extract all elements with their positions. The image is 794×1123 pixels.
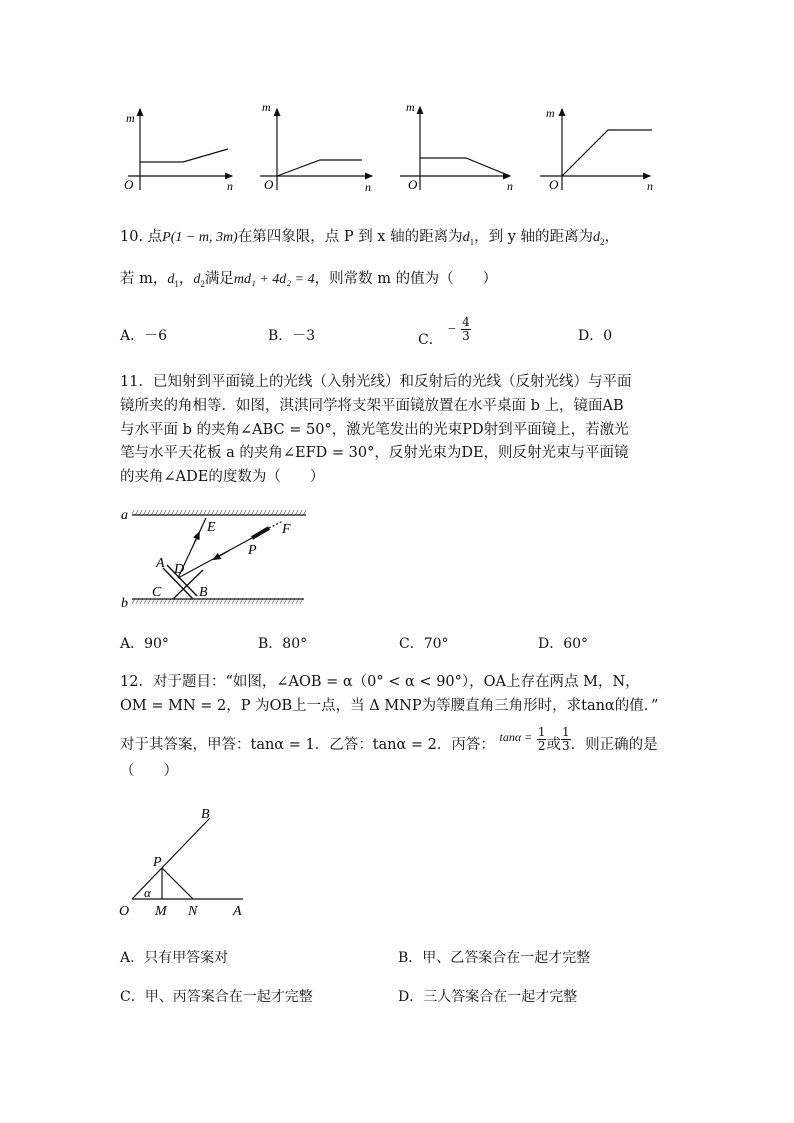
graph-3-origin: O <box>408 177 418 192</box>
fig12-label-M: M <box>155 904 167 919</box>
q11-line2: 镜所夹的角相等．如图，淇淇同学将支架平面镜放置在水平桌面 b 上，镜面AB <box>120 398 624 414</box>
q11-line5: 的夹角∠ADE的度数为（ ） <box>120 469 325 485</box>
q10-text-g: 满足 <box>204 271 234 287</box>
q11-option-a[interactable]: A．90° <box>120 636 169 652</box>
q11-option-c[interactable]: C．70° <box>399 636 449 652</box>
fig12-label-A: A <box>233 904 242 919</box>
q10-d1-repeat: $d_1$ <box>167 272 179 289</box>
graph-3-x-label: n <box>507 179 513 193</box>
graph-3 <box>400 100 513 193</box>
q10-line1 <box>120 226 619 253</box>
fig11-label-B: B <box>199 585 208 600</box>
q10-d1: $d_1$ <box>462 230 475 247</box>
q12-line4: （ ） <box>120 763 178 779</box>
graph-4-x-label: n <box>647 179 653 193</box>
fig12-label-O: O <box>119 904 130 919</box>
graph-4-y-label: m <box>546 106 555 120</box>
graph-3-y-label: m <box>406 100 415 114</box>
fig12-label-alpha: α <box>144 885 151 900</box>
q10-option-c-sign: − <box>447 322 457 337</box>
q12-fraction-1: $\frac{1}{2}$ <box>537 725 546 753</box>
q12-option-a[interactable]: A．只有甲答案对 <box>120 950 229 966</box>
q12-line3-end: ．则正确的是 <box>570 737 658 753</box>
q12-option-c[interactable]: C．甲、丙答案合在一起才完整 <box>120 989 313 1005</box>
answer-graphs-q9 <box>110 95 670 200</box>
q12-option-b[interactable]: B．甲、乙答案合在一起才完整 <box>398 950 591 966</box>
q10-option-a[interactable]: A．－6 <box>120 328 168 344</box>
q12-line3-tan: tanα = <box>499 730 533 744</box>
q10-option-c-fraction: $\frac{4}{3}$ <box>462 315 470 343</box>
q10-number: 10. <box>120 229 144 245</box>
q10-text-e: 若 m， <box>120 271 168 287</box>
graph-1 <box>124 109 233 193</box>
q10-line2 <box>120 268 497 295</box>
q10-d2: $d_2$ <box>593 230 605 247</box>
q12-line1: 12．对于题目：“如图，∠AOB = α（0° < α < 90°），OA上存在两点 M，N， <box>120 674 640 690</box>
fig11-label-E: E <box>207 520 216 535</box>
graph-2-x-label: n <box>365 180 371 194</box>
q11-line1: 11．已知射到平面镜上的光线（入射光线）和反射后的光线（反射光线）与平面 <box>120 374 632 390</box>
q10-text-c: ，到 y 轴的距离为 <box>474 229 594 245</box>
q10-option-c[interactable] <box>418 316 471 352</box>
q10-d2-repeat: $d_2$ <box>193 272 205 289</box>
q10-option-b[interactable]: B．－3 <box>268 328 316 344</box>
q12-angle-figure <box>115 802 255 922</box>
graph-4 <box>540 106 653 193</box>
fig12-label-N: N <box>188 904 198 919</box>
fig12-label-P: P <box>153 855 162 870</box>
graph-1-origin: O <box>124 177 134 192</box>
graph-4-origin: O <box>549 177 559 192</box>
graph-2-origin: O <box>264 177 274 192</box>
q11-mirror-figure <box>118 503 318 613</box>
q10-text-d: ， <box>604 229 620 245</box>
q10-option-d[interactable]: D．0 <box>578 328 613 344</box>
fig11-label-D: D <box>174 562 185 577</box>
graph-2 <box>260 100 372 194</box>
q12-line2: OM = MN = 2，P 为OB上一点，当 Δ MNP为等腰直角三角形时，求tanα的值．” <box>120 698 659 714</box>
fig12-label-B: B <box>201 807 210 822</box>
q10-text-a: 点 <box>147 229 163 245</box>
q11-option-d[interactable]: D．60° <box>538 636 589 652</box>
fig11-label-P: P <box>248 543 257 558</box>
fig11-label-F: F <box>282 522 291 537</box>
fig11-label-A: A <box>156 556 165 571</box>
q11-line4: 笔与水平天花板 a 的夹角∠EFD = 30°，反射光束为DE，则反射光束与平面镜 <box>120 445 629 461</box>
q10-point-expr: P(1 − m, 3m) <box>162 230 238 245</box>
q12-line3-text: 对于其答案，甲答：tanα = 1．乙答：tanα = 2．丙答： <box>120 737 495 753</box>
graph-1-y-label: m <box>126 111 135 125</box>
q10-equation: md₁ + 4d₂ = 4 <box>233 272 315 287</box>
q12-line3 <box>120 726 658 760</box>
q10-text-f: ， <box>178 271 194 287</box>
q10-option-c-label: C． <box>418 332 443 348</box>
q12-option-d[interactable]: D．三人答案合在一起才完整 <box>398 989 578 1005</box>
fig11-label-a: a <box>121 508 128 523</box>
q10-text-h: ，则常数 m 的值为（ ） <box>314 271 498 287</box>
graph-2-y-label: m <box>262 100 271 114</box>
graph-1-x-label: n <box>227 179 233 193</box>
fig11-label-C: C <box>152 585 162 600</box>
q10-text-b: 在第四象限，点 P 到 x 轴的距离为 <box>237 229 463 245</box>
q11-line3: 与水平面 b 的夹角∠ABC = 50°，激光笔发出的光束PD射到平面镜上，若激光 <box>120 422 629 438</box>
fig11-label-b: b <box>121 596 128 611</box>
q12-fraction-2: $\frac{1}{3}$ <box>561 725 570 753</box>
q12-or: 或 <box>546 737 561 753</box>
q11-option-b[interactable]: B．80° <box>258 636 308 652</box>
